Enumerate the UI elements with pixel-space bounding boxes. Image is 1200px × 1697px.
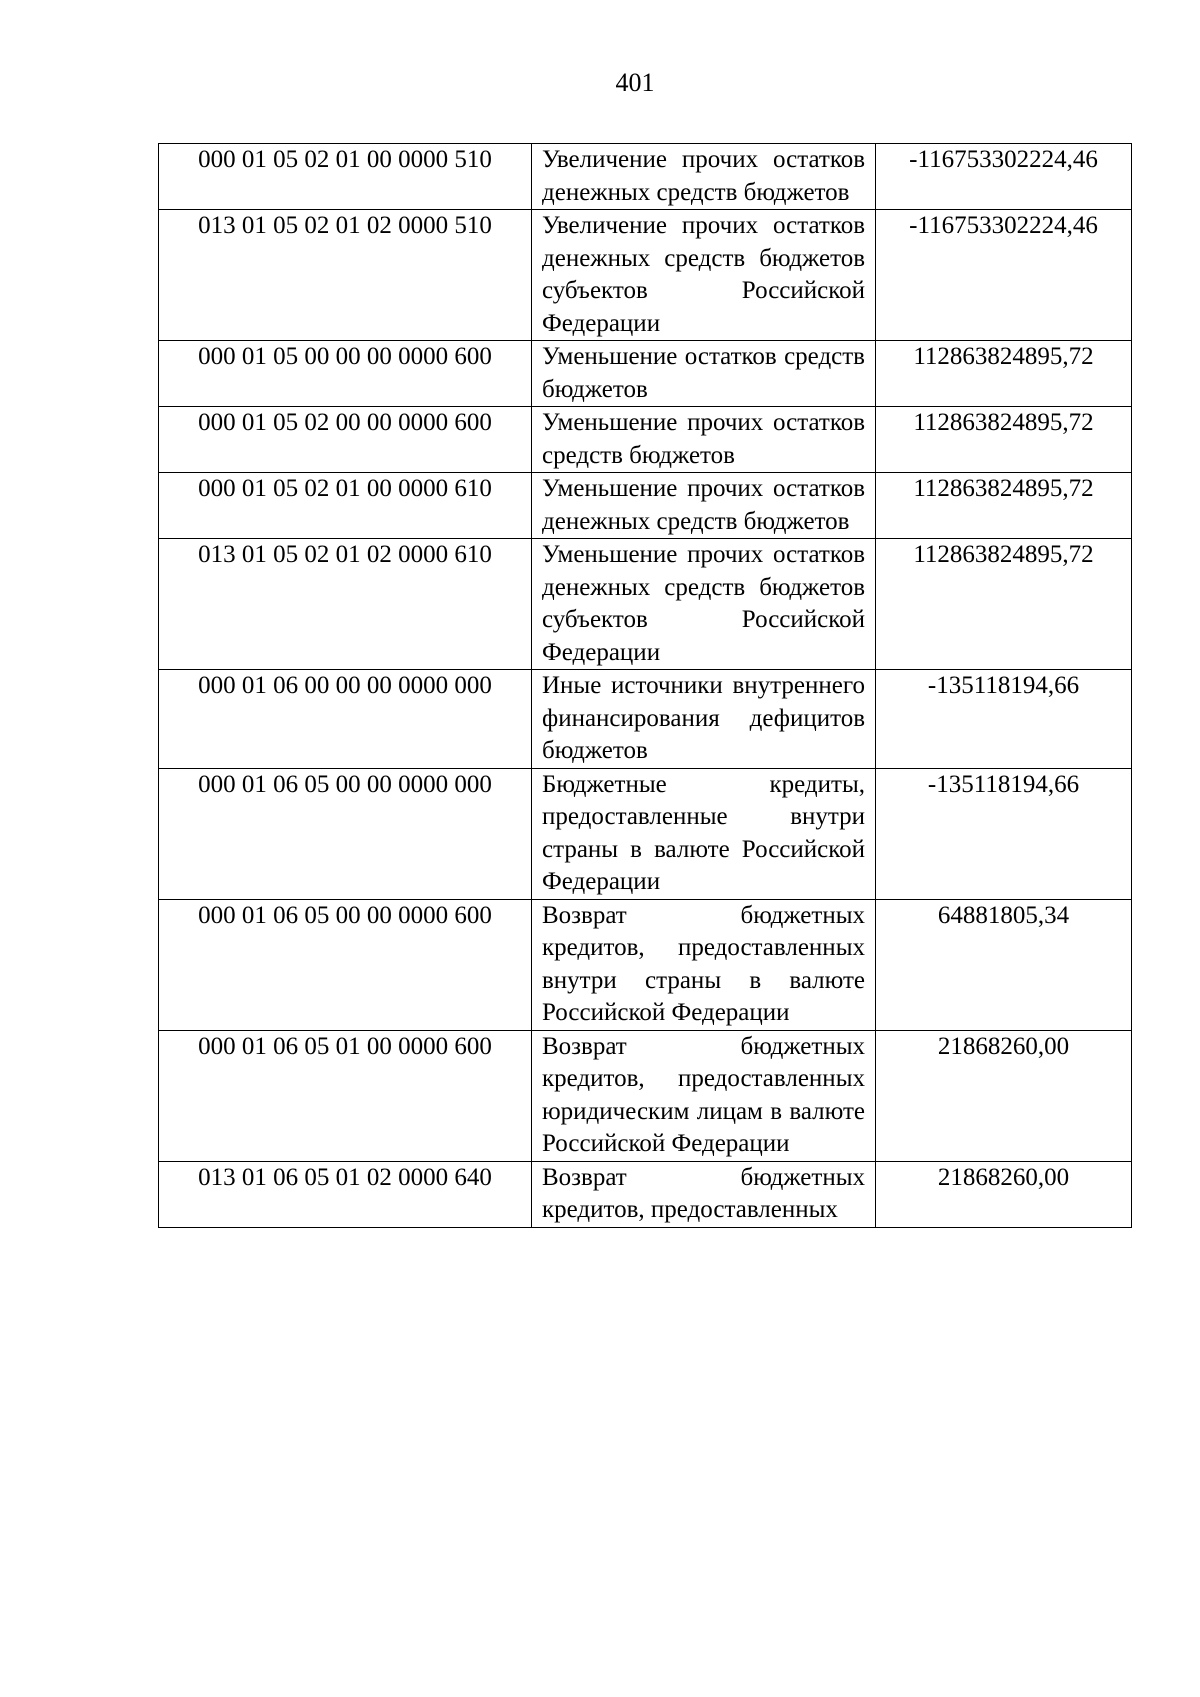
budget-code-cell: 000 01 05 00 00 00 0000 600 <box>159 341 532 407</box>
budget-code-cell: 000 01 06 00 00 00 0000 000 <box>159 670 532 769</box>
description-cell: Уменьшение прочих остатков денежных средств бюджетов <box>532 473 876 539</box>
amount-cell: 21868260,00 <box>876 1161 1132 1227</box>
amount-cell: -116753302224,46 <box>876 210 1132 341</box>
budget-sources-table <box>158 143 1132 1228</box>
budget-code-cell: 013 01 06 05 01 02 0000 640 <box>159 1161 532 1227</box>
description-cell: Уменьшение прочих остатков средств бюджетов <box>532 407 876 473</box>
table-row <box>159 144 1132 210</box>
description-cell: Возврат бюджетных кредитов, предоставленных юридическим лицам в валюте Российской Федерации <box>532 1030 876 1161</box>
table-row <box>159 341 1132 407</box>
budget-code-cell: 000 01 06 05 00 00 0000 000 <box>159 768 532 899</box>
description-cell: Возврат бюджетных кредитов, предоставленных внутри страны в валюте Российской Федерации <box>532 899 876 1030</box>
table-row <box>159 899 1132 1030</box>
budget-code-cell: 013 01 05 02 01 02 0000 510 <box>159 210 532 341</box>
description-cell: Увеличение прочих остатков денежных средств бюджетов <box>532 144 876 210</box>
amount-cell: 112863824895,72 <box>876 539 1132 670</box>
budget-code-cell: 000 01 05 02 00 00 0000 600 <box>159 407 532 473</box>
table-row <box>159 670 1132 769</box>
description-cell: Уменьшение остатков средств бюджетов <box>532 341 876 407</box>
page-number: 401 <box>615 68 655 97</box>
budget-code-cell: 013 01 05 02 01 02 0000 610 <box>159 539 532 670</box>
table-row <box>159 407 1132 473</box>
budget-code-cell: 000 01 05 02 01 00 0000 610 <box>159 473 532 539</box>
amount-cell: -135118194,66 <box>876 768 1132 899</box>
table-row <box>159 539 1132 670</box>
description-cell: Уменьшение прочих остатков денежных средств бюджетов субъектов Российской Федерации <box>532 539 876 670</box>
budget-code-cell: 000 01 06 05 00 00 0000 600 <box>159 899 532 1030</box>
description-cell: Возврат бюджетных кредитов, предоставленных <box>532 1161 876 1227</box>
description-cell: Увеличение прочих остатков денежных средств бюджетов субъектов Российской Федерации <box>532 210 876 341</box>
amount-cell: 112863824895,72 <box>876 473 1132 539</box>
description-cell: Бюджетные кредиты, предоставленные внутри страны в валюте Российской Федерации <box>532 768 876 899</box>
amount-cell: -135118194,66 <box>876 670 1132 769</box>
description-cell: Иные источники внутреннего финансирования дефицитов бюджетов <box>532 670 876 769</box>
table-row <box>159 1161 1132 1227</box>
budget-code-cell: 000 01 05 02 01 00 0000 510 <box>159 144 532 210</box>
table-row <box>159 768 1132 899</box>
table-row <box>159 473 1132 539</box>
table-body <box>159 144 1132 1228</box>
amount-cell: 64881805,34 <box>876 899 1132 1030</box>
amount-cell: 112863824895,72 <box>876 341 1132 407</box>
amount-cell: 21868260,00 <box>876 1030 1132 1161</box>
budget-code-cell: 000 01 06 05 01 00 0000 600 <box>159 1030 532 1161</box>
amount-cell: -116753302224,46 <box>876 144 1132 210</box>
table-row <box>159 210 1132 341</box>
table-row <box>159 1030 1132 1161</box>
amount-cell: 112863824895,72 <box>876 407 1132 473</box>
